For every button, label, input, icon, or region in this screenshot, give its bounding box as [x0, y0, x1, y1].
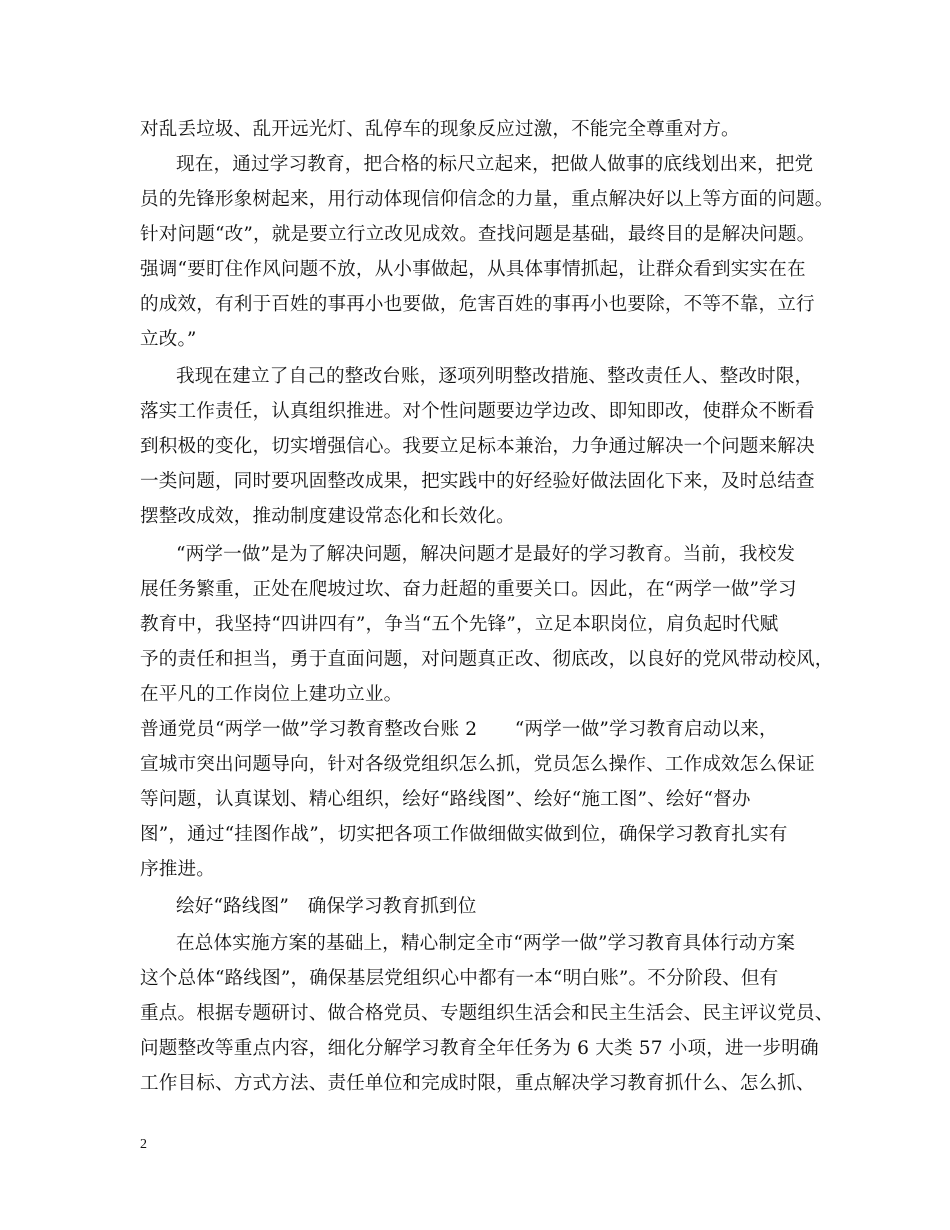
paragraph-line: 展任务繁重，正处在爬坡过坎、奋力赶超的重要关口。因此，在“两学一做”学习	[140, 579, 797, 600]
paragraph-line: 这个总体“路线图”，确保基层党组织心中都有一本“明白账”。不分阶段、但有	[140, 968, 779, 989]
paragraph-line: 一类问题，同时要巩固整改成果，把实践中的好经验好做法固化下来，及时总结查	[140, 471, 815, 492]
paragraph-line: 强调“要盯住作风问题不放，从小事做起，从具体事情抓起，让群众看到实实在在	[140, 259, 806, 280]
paragraph-line: 序推进。	[140, 859, 215, 880]
subheading-line: 绘好“路线图” 确保学习教育抓到位	[176, 896, 477, 917]
paragraph-line: 到积极的变化，切实增强信心。我要立足标本兼治，力争通过解决一个问题来解决	[140, 436, 815, 457]
paragraph-line: 摆整改成效，推动制度建设常态化和长效化。	[140, 506, 515, 527]
paragraph-line: 对乱丢垃圾、乱开远光灯、乱停车的现象反应过激，不能完全尊重对方。	[140, 119, 740, 140]
paragraph-line: 现在，通过学习教育，把合格的标尺立起来，把做人做事的底线划出来，把党	[176, 154, 814, 175]
paragraph-line: 在总体实施方案的基础上，精心制定全市“两学一做”学习教育具体行动方案	[176, 933, 796, 954]
section-title-line: 普通党员“两学一做”学习教育整改台账 2 “两学一做”学习教育启动以来，	[140, 719, 778, 740]
paragraph-line: 我现在建立了自己的整改台账，逐项列明整改措施、整改责任人、整改时限，	[176, 366, 814, 387]
paragraph-line: 针对问题“改”，就是要立行立改见成效。查找问题是基础，最终目的是解决问题。	[140, 224, 816, 245]
paragraph-line: 图”，通过“挂图作战”，切实把各项工作做细做实做到位，确保学习教育扎实有	[140, 824, 788, 845]
paragraph-line: 立改。”	[140, 329, 197, 350]
paragraph-line: 在平凡的工作岗位上建功立业。	[140, 684, 403, 705]
paragraph-line: 予的责任和担当，勇于直面问题，对问题真正改、彻底改，以良好的党风带动校风，	[140, 649, 834, 670]
paragraph-line: 问题整改等重点内容，细化分解学习教育全年任务为 6 大类 57 小项，进一步明确	[140, 1038, 819, 1059]
paragraph-line: 的成效，有利于百姓的事再小也要做，危害百姓的事再小也要除，不等不靠，立行	[140, 294, 815, 315]
paragraph-line: 宣城市突出问题导向，针对各级党组织怎么抓，党员怎么操作、工作成效怎么保证	[140, 754, 815, 775]
paragraph-line: 教育中，我坚持“四讲四有”，争当“五个先锋”，立足本职岗位，肩负起时代赋	[140, 614, 779, 635]
page-number: 2	[140, 1137, 147, 1152]
paragraph-line: 重点。根据专题研讨、做合格党员、专题组织生活会和民主生活会、民主评议党员、	[140, 1003, 834, 1024]
paragraph-line: 落实工作责任，认真组织推进。对个性问题要边学边改、即知即改，使群众不断看	[140, 401, 815, 422]
paragraph-line: “两学一做”是为了解决问题，解决问题才是最好的学习教育。当前，我校发	[176, 544, 796, 565]
paragraph-line: 员的先锋形象树起来，用行动体现信仰信念的力量，重点解决好以上等方面的问题。	[140, 189, 834, 210]
paragraph-line: 工作目标、方式方法、责任单位和完成时限，重点解决学习教育抓什么、怎么抓、	[140, 1073, 815, 1094]
paragraph-line: 等问题，认真谋划、精心组织，绘好“路线图”、绘好“施工图”、绘好“督办	[140, 789, 751, 810]
